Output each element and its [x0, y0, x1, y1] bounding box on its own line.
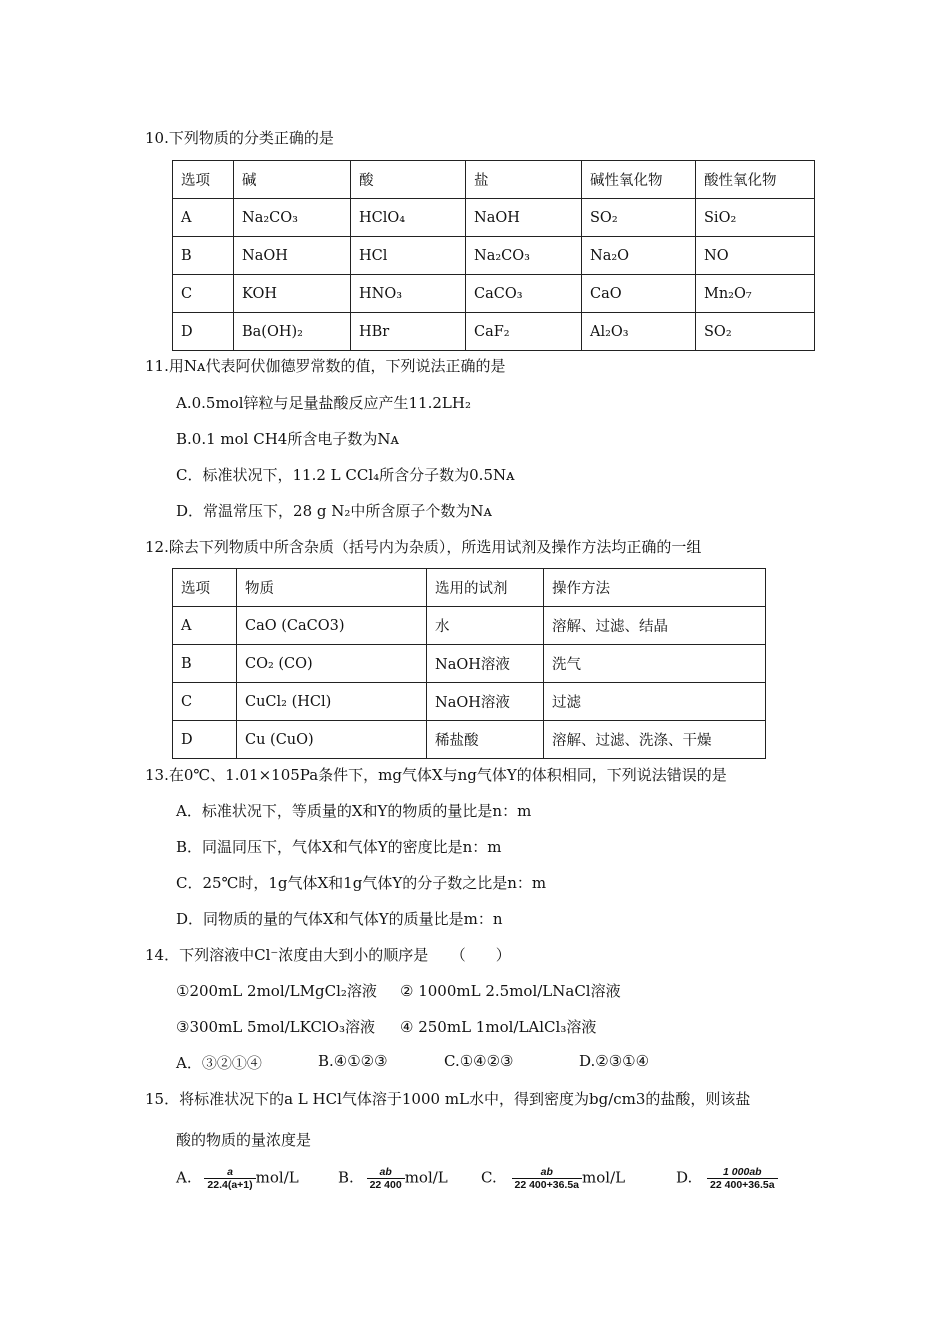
table-cell: Ba(OH)₂ [234, 313, 351, 351]
table-cell: CaF₂ [466, 313, 582, 351]
q14-option-c: C.①④②③ [444, 1052, 514, 1070]
table-cell: HBr [351, 313, 466, 351]
q14-item-1: ①200mL 2mol/LMgCl₂溶液 [176, 982, 377, 1000]
header-cell: 酸 [351, 161, 466, 199]
q15-option-d [676, 1166, 778, 1191]
fraction-denominator: 22 400+36.5a [707, 1178, 778, 1191]
unit-label: mol/L [582, 1168, 626, 1187]
q14-option-b: B.④①②③ [318, 1052, 388, 1070]
q15-stem-line2: 酸的物质的量浓度是 [176, 1131, 312, 1149]
table-cell: 洗气 [544, 645, 766, 683]
q11-option-d: D．常温常压下，28 g N₂中所含原子个数为Nᴀ [176, 502, 492, 520]
table-row [173, 199, 815, 237]
table-cell: 水 [427, 607, 544, 645]
table-cell: D [173, 313, 234, 351]
table-cell: NaOH [466, 199, 582, 237]
table-cell: Na₂CO₃ [234, 199, 351, 237]
header-cell: 选用的试剂 [427, 569, 544, 607]
q15-stem-line1: 15．将标准状况下的a L HCl气体溶于1000 mL水中，得到密度为bg/cm3的盐酸，则该盐 [145, 1090, 751, 1108]
q13-option-a: A．标准状况下，等质量的X和Y的物质的量比是n：m [176, 802, 532, 820]
q13-option-b: B．同温同压下，气体X和气体Y的密度比是n：m [176, 838, 502, 856]
table-row [173, 683, 766, 721]
fraction [707, 1166, 778, 1191]
q14-option-d: D.②③①④ [579, 1052, 650, 1070]
q11-stem: 11.用Nᴀ代表阿伏伽德罗常数的值，下列说法正确的是 [145, 357, 506, 375]
table-cell: C [173, 683, 237, 721]
table-row [173, 313, 815, 351]
q13-stem: 13.在0℃、1.01×105Pa条件下，mg气体X与ng气体Y的体积相同，下列说法错误的是 [145, 766, 727, 784]
q12-stem: 12.除去下列物质中所含杂质（括号内为杂质），所选用试剂及操作方法均正确的一组 [145, 538, 702, 556]
table-header-row [173, 569, 766, 607]
header-cell: 碱 [234, 161, 351, 199]
q14-item-3: ③300mL 5mol/LKClO₃溶液 [176, 1018, 376, 1036]
header-cell: 操作方法 [544, 569, 766, 607]
q14-item-2: ② 1000mL 2.5mol/LNaCl溶液 [400, 982, 621, 1000]
table-cell: KOH [234, 275, 351, 313]
table-row [173, 721, 766, 759]
q15-option-c [481, 1166, 625, 1191]
table-cell: C [173, 275, 234, 313]
table-cell: CO₂ (CO) [237, 645, 427, 683]
option-label: B. [338, 1168, 354, 1187]
header-cell: 物质 [237, 569, 427, 607]
table-cell: NaOH [234, 237, 351, 275]
fraction-denominator: 22 400 [367, 1178, 405, 1191]
table-cell: 过滤 [544, 683, 766, 721]
unit-label: mol/L [255, 1168, 299, 1187]
q15-option-b [338, 1166, 448, 1191]
header-cell: 选项 [173, 569, 237, 607]
q14-stem: 14．下列溶液中Cl⁻浓度由大到小的顺序是 （ ） [145, 946, 511, 964]
table-row [173, 275, 815, 313]
fraction-denominator: 22 400+36.5a [512, 1178, 583, 1191]
table-cell: CaO (CaCO3) [237, 607, 427, 645]
table-cell: A [173, 607, 237, 645]
fraction [512, 1166, 583, 1191]
q11-option-b: B.0.1 mol CH4所含电子数为Nᴀ [176, 430, 399, 448]
option-label: C. [481, 1168, 497, 1187]
table-cell: CuCl₂ (HCl) [237, 683, 427, 721]
q11-option-c: C．标准状况下，11.2 L CCl₄所含分子数为0.5Nᴀ [176, 466, 515, 484]
q13-option-d: D．同物质的量的气体X和气体Y的质量比是m：n [176, 910, 503, 928]
table-cell: Mn₂O₇ [696, 275, 815, 313]
table-cell: HNO₃ [351, 275, 466, 313]
table-cell: HCl [351, 237, 466, 275]
q15-option-a [176, 1166, 299, 1191]
q14-item-4: ④ 250mL 1mol/LAlCl₃溶液 [400, 1018, 597, 1036]
table-cell: NaOH溶液 [427, 645, 544, 683]
table-cell: Cu (CuO) [237, 721, 427, 759]
fraction-numerator: a [227, 1166, 233, 1178]
table-cell: B [173, 645, 237, 683]
fraction-numerator: ab [379, 1166, 392, 1178]
table-cell: A [173, 199, 234, 237]
q11-option-a: A.0.5mol锌粒与足量盐酸反应产生11.2LH₂ [176, 394, 471, 412]
table-cell: SO₂ [696, 313, 815, 351]
table-cell: SiO₂ [696, 199, 815, 237]
table-cell: 溶解、过滤、洗涤、干燥 [544, 721, 766, 759]
table-cell: SO₂ [582, 199, 696, 237]
header-cell: 酸性氧化物 [696, 161, 815, 199]
fraction [367, 1166, 405, 1191]
q10-stem: 10.下列物质的分类正确的是 [145, 129, 334, 147]
fraction-numerator: ab [540, 1166, 553, 1178]
table-cell: B [173, 237, 234, 275]
table-row [173, 645, 766, 683]
fraction-denominator: 22.4(a+1) [204, 1178, 255, 1191]
fraction [204, 1166, 255, 1191]
table-cell: Na₂O [582, 237, 696, 275]
option-label: D. [676, 1168, 693, 1187]
table-cell: D [173, 721, 237, 759]
table-cell: 溶解、过滤、结晶 [544, 607, 766, 645]
fraction-numerator: 1 000ab [723, 1166, 762, 1178]
table-cell: CaCO₃ [466, 275, 582, 313]
table-row [173, 607, 766, 645]
table-cell: CaO [582, 275, 696, 313]
header-cell: 选项 [173, 161, 234, 199]
q14-option-a: A．③②①④ [176, 1054, 262, 1072]
header-cell: 碱性氧化物 [582, 161, 696, 199]
q13-option-c: C．25℃时，1g气体X和1g气体Y的分子数之比是n：m [176, 874, 547, 892]
header-cell: 盐 [466, 161, 582, 199]
unit-label: mol/L [404, 1168, 448, 1187]
table-cell: NaOH溶液 [427, 683, 544, 721]
table-cell: NO [696, 237, 815, 275]
table-cell: Na₂CO₃ [466, 237, 582, 275]
table-cell: Al₂O₃ [582, 313, 696, 351]
option-label: A. [176, 1168, 192, 1187]
table-row [173, 237, 815, 275]
table-cell: 稀盐酸 [427, 721, 544, 759]
table-cell: HClO₄ [351, 199, 466, 237]
q12-table [172, 568, 766, 759]
table-header-row [173, 161, 815, 199]
q10-table [172, 160, 815, 351]
